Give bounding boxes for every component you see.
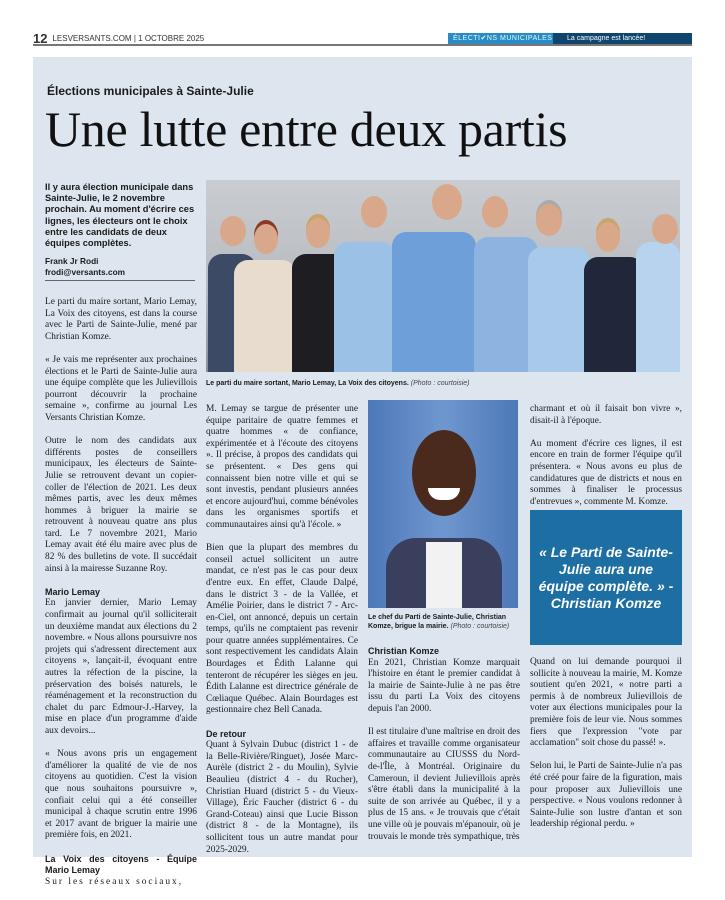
- article-headline: Une lutte entre deux partis: [45, 101, 568, 157]
- caption-text: Le parti du maire sortant, Mario Lemay, La Voix des citoyens.: [206, 380, 409, 387]
- paragraph: Quant à Sylvain Dubuc (district 1 - de la Belle-Rivière/Ringuet), Josée Marc-Aurèle (district 2 - du Moulin), Sylvie Beaulieu (district 4 - du Rucher), Christian Huard (district 5 - du Vieux-Village), Éric Faucher (district 6 - du Grand-Coteau) ainsi que Lucie Bisson (district 8 - de la Montagne), ils sollicitent tous un autre mandat pour 2025-2029.: [206, 740, 358, 855]
- paragraph: M. Lemay se targue de présenter une équipe paritaire de quatre femmes et quatre hommes « de confiance, expérimentée et à l'écoute des citoyens ». Il précise, à propos des candidats qui se présentent. « Des gens qui connaissent bien notre ville et qui se sont investis, pendant plusieurs années et encore aujourd'hui, comme bénévoles dans les organismes sportifs et communautaires ainsi qu'à l'école. »: [206, 404, 358, 530]
- paragraph: En janvier dernier, Mario Lemay confirmait au journal qu'il solliciterait un deuxième mandat aux élections du 2 novembre. « Nous allons poursuivre nos projets qui s'adressent directement aux citoyens », lançait-il, évoquant entre autres la réfection de la piscine, la préservation des boisés naturels, le réaménagement et la reconstruction du chalet du parc Edmour-J.-Harvey, la mise en place d'un programme d'aide aux devoirs...: [45, 598, 197, 736]
- paragraph: Outre le nom des candidats aux différents postes de conseillers municipaux, les électeurs de Sainte-Julie se retrouvent devant un copier-coller de l'élection de 2021. Les deux mêmes partis, avec les deux mêmes hommes à briguer la mairie se retrouvent à nouveau quatre ans plus tard. Le 7 novembre 2021, Mario Lemay avait été élu maire avec plus de 82 % des bulletins de vote. Il succédait ainsi à la mairesse Suzanne Roy.: [45, 436, 197, 574]
- article-kicker: Élections municipales à Sainte-Julie: [47, 84, 254, 98]
- subheading: Christian Komze: [368, 646, 440, 656]
- subheading: La Voix des citoyens - Équipe Mario Lemay: [45, 853, 197, 876]
- paragraph: En 2021, Christian Komze marquait l'histoire en étant le premier candidat à la mairie de Sainte-Julie à ne pas être issu du parti La Voix des citoyens depuis l'an 2000.: [368, 657, 520, 714]
- paragraph: Bien que la plupart des membres du conseil actuel sollicitent un autre mandat, ce n'est pas le cas pour deux d'entre eux. En effet, Claude Dalpé, dans le district 3 - de la Vallée, et Amélie Poirier, dans le district 7 - Arc-en-Ciel, ont annoncé, depuis un certain temps, qu'ils ne comptaient pas revenir pour quatre années supplémentaires. Ce sont respectivement les candidats Alain Bourdages et Édith Lalanne qui tenteront de récupérer les sièges en jeu. Édith Lalanne est directrice générale de Cœliaque Québec. Alain Bourdages est gestionnaire chez Bell Canada.: [206, 543, 358, 716]
- pull-quote: « Le Parti de Sainte-Julie aura une équipe complète. » - Christian Komze: [530, 510, 682, 645]
- team-photo-caption: [206, 379, 686, 388]
- section-tagline: La campagne est lancée!: [553, 33, 692, 44]
- paragraph: Il est titulaire d'une maîtrise en droit des affaires et travaille comme organisateur communautaire au CIUSSS du Nord-de-l'Île, à Montréal. Originaire du Cameroun, il devient Julievillois après s'être établi dans la municipalité à la suite de son arrivée au Québec, il y a plus de 15 ans. « Je trouvais que c'était une ville où je pouvais m'épanouir, où je trouvais le monde très sympathique, très: [368, 727, 520, 842]
- column-4-continued: [530, 657, 682, 843]
- column-1: [45, 297, 197, 900]
- paragraph: charmant et où il faisait bon vivre », disait-il à l'époque.: [530, 404, 682, 426]
- caption-text: Le chef du Parti de Sainte-Julie, Christian Komze, brigue la mairie.: [368, 614, 507, 630]
- photo-credit: (Photo : courtoisie): [450, 623, 510, 630]
- photo-credit: (Photo : courtoisie): [410, 380, 470, 387]
- article-intro: Il y aura élection municipale dans Sainte-Julie, le 2 novembre prochain. Au moment d'écrire ces lignes, les électeurs ont le choix entre les candidats de deux équipes complètes.: [45, 182, 195, 249]
- issue-date: 1 OCTOBRE 2025: [138, 33, 205, 43]
- column-4: [530, 404, 682, 520]
- author-name: Frank Jr Rodi: [45, 256, 99, 266]
- portrait-caption: [368, 613, 518, 631]
- paragraph: Selon lui, le Parti de Sainte-Julie n'a pas été créé pour faire de la figuration, mais pour proposer aux Julievillois une perspective. « Nous voulons redonner à Sainte-Julie son lustre d'antan et son leadership régional perdu. »: [530, 761, 682, 830]
- paragraph: « Je vais me représenter aux prochaines élections et le Parti de Sainte-Julie aura une équipe complète que les Julievillois pourront découvrir la prochaine semaine », confirme au journal Les Versants Christian Komze.: [45, 354, 197, 423]
- section-label: ÉLECTI✔NS MUNICIPALES: [448, 33, 553, 44]
- team-photo: [206, 180, 680, 372]
- byline: [45, 256, 195, 281]
- column-3: [368, 646, 520, 855]
- column-2: [206, 404, 358, 868]
- subheading: Mario Lemay: [45, 586, 101, 597]
- page-header: 12 LESVERSANTS.COM | 1 OCTOBRE 2025: [33, 32, 692, 46]
- paragraph: Sur les réseaux sociaux,: [45, 876, 184, 887]
- paragraph: Au moment d'écrire ces lignes, il est encore en train de former l'équipe qu'il présentera. « Nous avons eu plus de candidatures que de districts et nous en sommes à finaliser le processus d'entrevues », commente M. Komze.: [530, 438, 682, 507]
- paragraph: Quand on lui demande pourquoi il sollicite à nouveau la mairie, M. Komze soutient qu'en 2021, « notre parti a permis à de nombreux Julievillois de voter aux élections municipales pour la première fois de leur vie. Nous sommes fiers que l'expression "vote par acclamation" soit chose du passé! ».: [530, 657, 682, 749]
- author-email[interactable]: frodi@versants.com: [45, 267, 126, 277]
- subheading: De retour: [206, 728, 247, 739]
- komze-portrait: [368, 400, 518, 608]
- paragraph: Le parti du maire sortant, Mario Lemay, La Voix des citoyens, est dans la course avec le Parti de Sainte-Julie, mené par Christian Komze.: [45, 297, 197, 342]
- section-banner: [448, 33, 692, 44]
- page-number: 12: [33, 30, 48, 46]
- paragraph: « Nous avons pris un engagement d'améliorer la qualité de vie de nos citoyens au quotidien. C'est la vision que nous souhaitons poursuivre », confiait celui qui a été conseiller municipal à chaque scrutin entre 1996 et 2017 avant de briguer la mairie une première fois, en 2021.: [45, 749, 197, 841]
- site-name: LESVERSANTS.COM: [52, 33, 132, 43]
